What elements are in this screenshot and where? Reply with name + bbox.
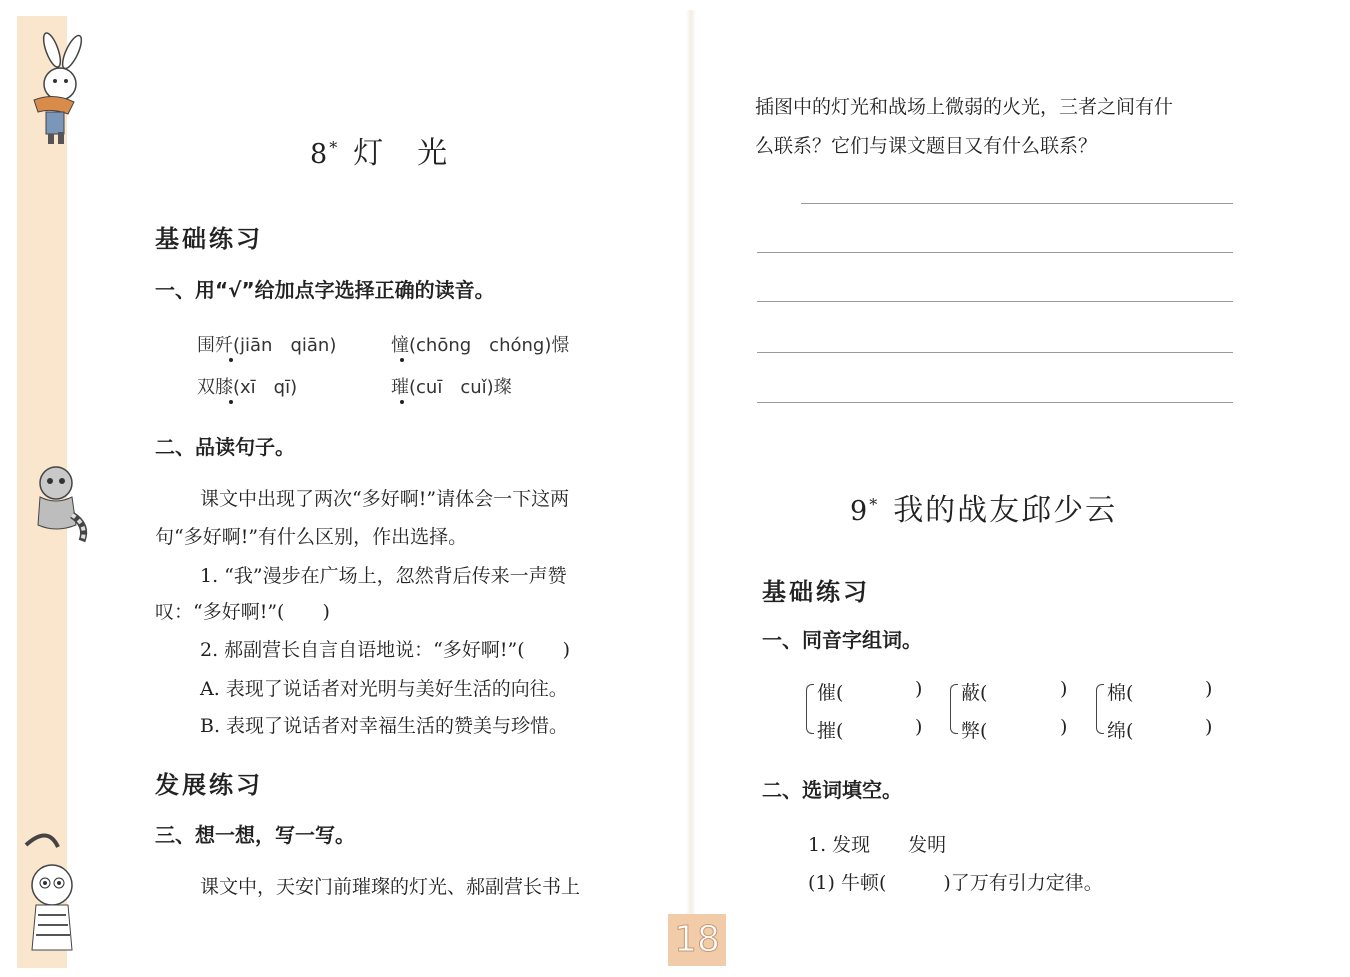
option-a: A. 表现了说话者对光明与美好生活的向往。: [200, 678, 568, 700]
word-group-item: 棉(: [1107, 682, 1134, 704]
lesson-title-9: [850, 485, 1117, 529]
raccoon-cartoon-icon: [16, 455, 96, 547]
question-1-prompt: 一、用“√”给加点字选择正确的读音。: [155, 278, 495, 302]
text-line: 1. “我”漫步在广场上，忽然背后传来一声赞: [200, 565, 567, 587]
word-group-item: 绵(: [1107, 720, 1134, 742]
emphasis-dot: [229, 400, 233, 404]
blank-close: ): [1060, 678, 1068, 700]
lesson-title-8: [310, 128, 449, 172]
word-group-item: 弊(: [961, 720, 988, 742]
blank-close: ): [1205, 716, 1213, 738]
answer-line: [757, 352, 1233, 353]
question-2-prompt: 二、品读句子。: [155, 435, 295, 459]
lesson-star: *: [869, 495, 880, 514]
word-choice: 1. 发现 发明: [808, 834, 947, 856]
blank-close: ): [915, 716, 923, 738]
lesson-number: 9: [850, 496, 870, 527]
text-line: 课文中，天安门前璀璨的灯光、郝副营长书上: [200, 876, 581, 898]
pinyin-item-2: 憧(chōng chóng)憬: [391, 335, 570, 356]
emphasis-dot: [400, 400, 404, 404]
brace-icon: [950, 684, 958, 734]
lesson-number: 8: [310, 139, 330, 170]
option-b: B. 表现了说话者对幸福生活的赞美与珍惜。: [200, 715, 569, 737]
answer-line: [757, 402, 1233, 403]
book-fold: [686, 10, 696, 960]
question-3-prompt: 三、想一想，写一写。: [155, 823, 355, 847]
lesson-title-text: 灯 光: [353, 136, 450, 171]
text-line: 叹：“多好啊!”( ): [155, 601, 330, 623]
text-line: 2. 郝副营长自言自语地说：“多好啊!”( ): [200, 639, 571, 661]
question-2-prompt: 二、选词填空。: [762, 778, 902, 802]
emphasis-dot: [229, 358, 233, 362]
lesson-title-text: 我的战友邱少云: [893, 493, 1118, 528]
word-group-item: 摧(: [817, 720, 844, 742]
text-line: 插图中的灯光和战场上微弱的火光，三者之间有什: [755, 96, 1174, 118]
text-line: 课文中出现了两次“多好啊!”请体会一下这两: [200, 488, 570, 510]
emphasis-dot: [400, 358, 404, 362]
rabbit-cartoon-icon: [14, 28, 90, 148]
brace-icon: [806, 684, 814, 734]
section-development-practice: 发展练习: [155, 771, 263, 799]
answer-line: [757, 252, 1233, 253]
pinyin-item-3: 双膝(xī qī): [197, 377, 298, 398]
blank-close: ): [1060, 716, 1068, 738]
word-group-item: 催(: [817, 682, 844, 704]
blank-close: ): [915, 678, 923, 700]
page-number: 18: [668, 914, 726, 966]
answer-line: [801, 203, 1233, 204]
question-1-prompt: 一、同音字组词。: [762, 628, 922, 652]
fill-blank-item: (1) 牛顿( )了万有引力定律。: [808, 872, 1103, 894]
lesson-star: *: [329, 138, 340, 157]
section-basic-practice: 基础练习: [762, 578, 870, 606]
tiger-cartoon-icon: [18, 825, 80, 965]
brace-icon: [1096, 684, 1104, 734]
word-group-item: 蔽(: [961, 682, 988, 704]
pinyin-item-4: 璀(cuī cuǐ)璨: [391, 377, 512, 398]
blank-close: ): [1205, 678, 1213, 700]
text-line: 句“多好啊!”有什么区别，作出选择。: [155, 526, 468, 548]
answer-line: [757, 301, 1233, 302]
pinyin-item-1: 围歼(jiān qiān): [197, 335, 337, 356]
text-line: 么联系？它们与课文题目又有什么联系？: [755, 135, 1098, 157]
section-basic-practice: 基础练习: [155, 225, 263, 253]
